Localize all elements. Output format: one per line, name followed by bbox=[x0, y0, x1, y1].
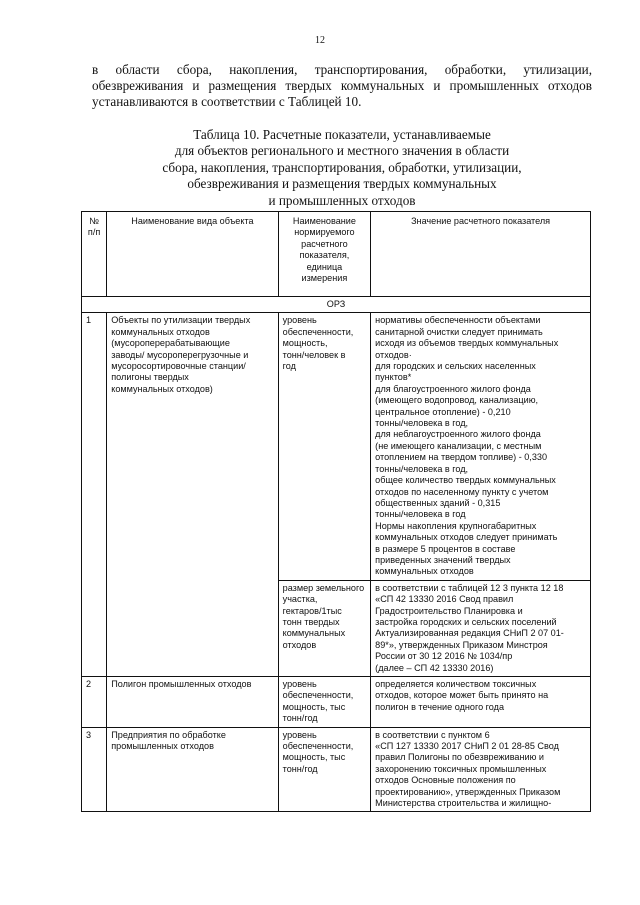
row-indicator-unit: уровень обеспеченности, мощность, тыс тонн/год bbox=[278, 677, 371, 728]
intro-line: устанавливаются в соответствии с Таблицей 10. bbox=[92, 94, 362, 110]
header-indicator-value: Значение расчетного показателя bbox=[371, 212, 591, 297]
norms-table bbox=[81, 211, 591, 812]
row-indicator-value: нормативы обеспеченности объектами санитарной очистки следует принимать исходя из объемов твердых коммунальных отходов· для городских и сельских населенных пунктов* для благоустроенного жилого фонда (имеющего водопровод, канализацию, центральное отопление) - 0,210 тонны/человека в год, для неблагоустроенного жилого фонда (не имеющего канализации, с местным отоплением на твердом топливе) - 0,330 тонны/человека в год, общее количество твердых коммунальных отходов по населенному пункту с учетом общественных зданий - 0,315 тонны/человека в год Нормы накопления крупногабаритных коммунальных отходов следует принимать в размере 5 процентов в составе приведенных значений твердых коммунальных отходов bbox=[371, 313, 591, 580]
row-indicator-value: определяется количеством токсичных отходов, которое может быть принято на полигон в течение одного года bbox=[371, 677, 591, 728]
row-indicator-value: в соответствии с таблицей 12 3 пункта 12 18 «СП 42 13330 2016 Свод правил Градостроительство Планировка и застройка городских и сельских поселений Актуализированная редакция СНиП 2 07 01- 89*», утвержденных Приказом Минстроя России от 30 12 2016 № 1034/пр (далее – СП 42 13330 2016) bbox=[371, 580, 591, 676]
table-title bbox=[92, 127, 592, 209]
table-title-line: Таблица 10. Расчетные показатели, устанавливаемые bbox=[193, 127, 491, 142]
row-object-name: Предприятия по обработке промышленных отходов bbox=[107, 727, 278, 812]
row-object-name: Полигон промышленных отходов bbox=[107, 677, 278, 728]
row-indicator-unit: уровень обеспеченности, мощность, тонн/человек в год bbox=[278, 313, 371, 580]
table-title-line: для объектов регионального и местного значения в области bbox=[174, 143, 510, 159]
section-row bbox=[82, 297, 591, 313]
header-indicator-unit: Наименование нормируемого расчетного показателя, единица измерения bbox=[278, 212, 371, 297]
page-number: 12 bbox=[315, 35, 325, 46]
row-number: 2 bbox=[82, 677, 107, 728]
header-object-name: Наименование вида объекта bbox=[107, 212, 278, 297]
header-num: № п/п bbox=[82, 212, 107, 297]
row-indicator-value: в соответствии с пунктом 6 «СП 127 13330 2017 СНиП 2 01 28-85 Свод правил Полигоны по обезвреживанию и захоронению токсичных промышленных отходов Основные положения по проектированию», утвержденных Приказом Министерства строительства и жилищно- bbox=[371, 727, 591, 812]
table-title-line: и промышленных отходов bbox=[268, 192, 416, 208]
table-row bbox=[82, 727, 591, 812]
intro-line: в области сбора, накопления, транспортирования, обработки, утилизации, bbox=[92, 62, 592, 77]
section-label: ОРЗ bbox=[82, 297, 591, 313]
row-number: 3 bbox=[82, 727, 107, 812]
table-title-line: сбора, накопления, транспортирования, обработки, утилизации, bbox=[162, 159, 522, 175]
row-indicator-unit: размер земельного участка, гектаров/1тыс тонн твердых коммунальных отходов bbox=[278, 580, 371, 676]
intro-line: обезвреживания и размещения твердых коммунальных и промышленных отходов bbox=[92, 78, 592, 94]
intro-paragraph bbox=[92, 62, 592, 111]
table-row bbox=[82, 677, 591, 728]
row-indicator-unit: уровень обеспеченности, мощность, тыс тонн/год bbox=[278, 727, 371, 812]
table-header-row bbox=[82, 212, 591, 297]
table-row bbox=[82, 313, 591, 580]
row-number: 1 bbox=[82, 313, 107, 677]
table-title-line: обезвреживания и размещения твердых коммунальных bbox=[187, 176, 497, 192]
row-object-name: Объекты по утилизации твердых коммунальных отходов (мусороперерабатывающие заводы/ мусороперегрузочные и мусоросортировочные станции/ полигоны твердых коммунальных отходов) bbox=[107, 313, 278, 677]
